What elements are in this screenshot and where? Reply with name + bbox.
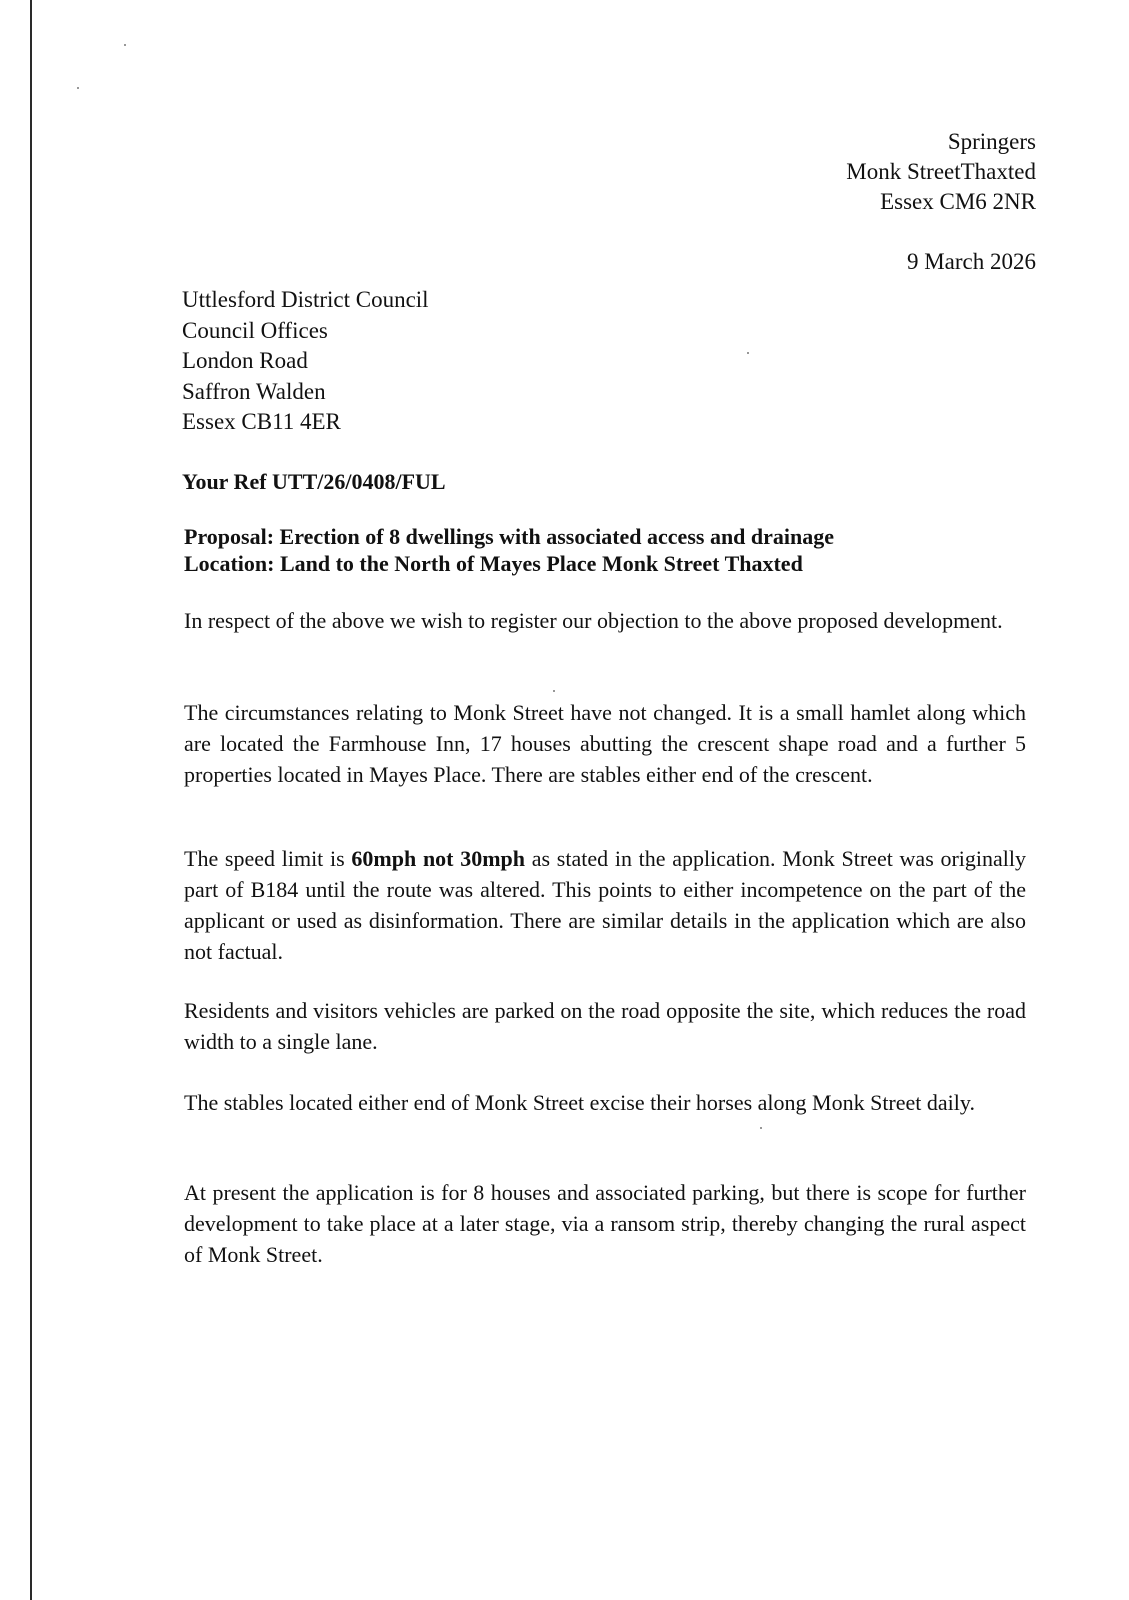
paragraph-text-end: as stated in the application. Monk Street was originally part of B184 until the route was altered. This points to either incompetence on the part of the applicant or used as disinformation. There are similar details in the application which are also not factual. [184, 846, 1027, 964]
recipient-address-line: Council Offices [182, 317, 328, 343]
scan-speck [77, 87, 79, 89]
letter-date: 9 March 2026 [906, 249, 1036, 274]
subject-block [184, 523, 1024, 577]
scan-speck [760, 1127, 762, 1129]
recipient-address [182, 285, 429, 438]
speed-limit-emphasis: 60mph not 30mph [351, 846, 526, 871]
recipient-address-line: London Road [182, 348, 308, 373]
paragraph-speed-limit [184, 843, 1026, 967]
paragraph-text: Residents and visitors vehicles are parked on the road opposite the site, which reduces the road width to a single lane. [184, 998, 1026, 1054]
paragraph-text: In respect of the above we wish to register our objection to the above proposed development. [184, 608, 1003, 633]
scan-speck [553, 690, 555, 692]
scan-speck [124, 44, 126, 46]
scan-margin-line [30, 0, 32, 1600]
sender-address [676, 127, 1036, 217]
paragraph-circumstances [184, 697, 1026, 790]
paragraph-text [184, 843, 1026, 967]
paragraph-objection [184, 605, 1026, 636]
paragraph-text: The circumstances relating to Monk Street have not changed. It is a small hamlet along which are located the Farmhouse Inn, 17 houses abutting the crescent shape road and a further 5 properties located in Mayes Place. There are stables either end of the crescent. [184, 700, 1026, 787]
paragraph-text: The stables located either end of Monk Street excise their horses along Monk Street daily. [184, 1090, 975, 1115]
reference-line: Your Ref UTT/26/0408/FUL [182, 469, 446, 494]
paragraph-stables [184, 1087, 1026, 1118]
proposal-line: Proposal: Erection of 8 dwellings with associated access and drainage [184, 524, 835, 549]
sender-address-line: Springers [947, 129, 1036, 154]
paragraph-future-development [184, 1177, 1026, 1270]
paragraph-text: At present the application is for 8 houses and associated parking, but there is scope for further development to take place at a later stage, via a ransom strip, thereby changing the rural aspect of Monk Street. [184, 1180, 1026, 1267]
paragraph-parking [184, 995, 1026, 1057]
scan-speck [747, 352, 749, 354]
sender-address-line: Monk StreetThaxted [846, 159, 1036, 184]
recipient-address-line: Saffron Walden [182, 378, 326, 404]
location-line: Location: Land to the North of Mayes Place Monk Street Thaxted [184, 551, 803, 576]
recipient-address-line: Uttlesford District Council [182, 287, 429, 312]
recipient-address-line: Essex CB11 4ER [182, 409, 341, 434]
paragraph-text-start: The speed limit is [184, 846, 352, 871]
sender-address-line: Essex CM6 2NR [880, 189, 1036, 214]
